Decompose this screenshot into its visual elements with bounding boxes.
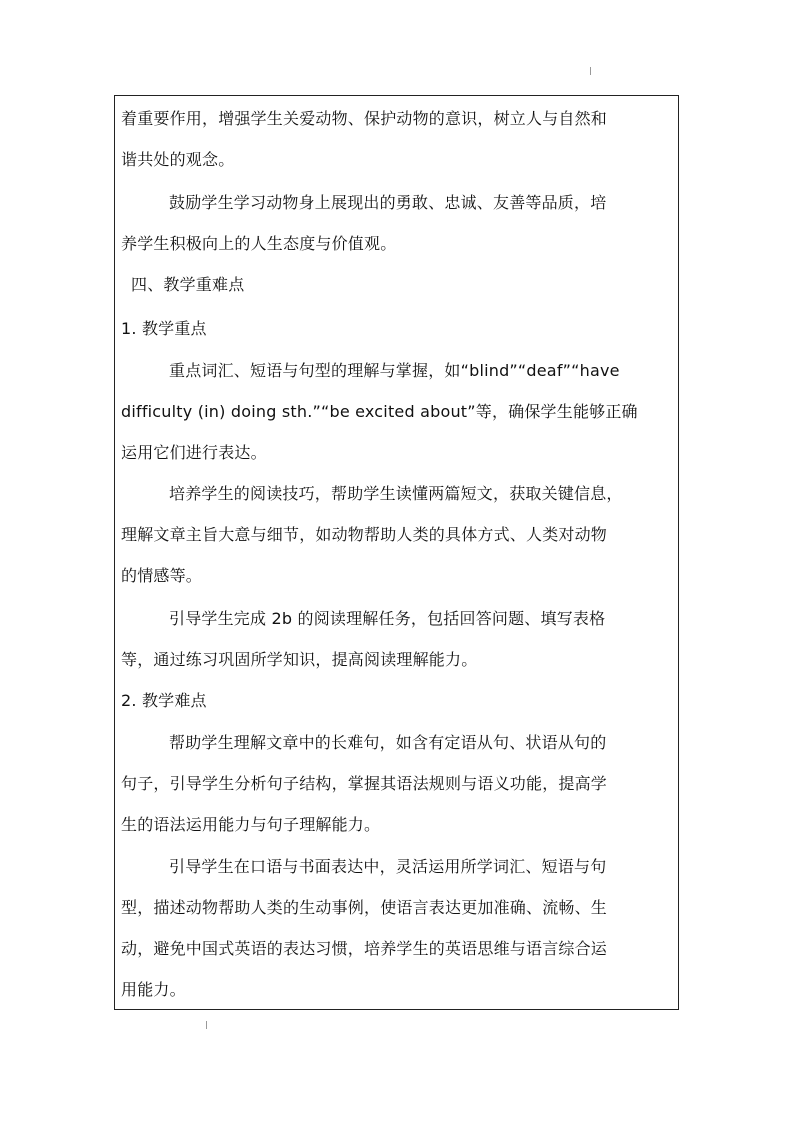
body-paragraph-1 [121, 98, 673, 180]
content-table-cell [114, 95, 679, 1010]
text-line: 的情感等。 [121, 566, 203, 585]
body-paragraph-6 [121, 722, 673, 845]
text-line: 句子，引导学生分析句子结构，掌握其语法规则与语义功能，提高学 [121, 774, 608, 793]
text-line: 生的语法运用能力与句子理解能力。 [121, 815, 381, 834]
subheading-teaching-focus [121, 308, 673, 349]
text-line: 鼓励学生学习动物身上展现出的勇敢、忠诚、友善等品质，培 [169, 193, 607, 212]
text-line: 型，描述动物帮助人类的生动事例，使语言表达更加准确、流畅、生 [121, 898, 608, 917]
text-line: 引导学生在口语与书面表达中，灵活运用所学词汇、短语与句 [169, 857, 607, 876]
text-line: difficulty (in) doing sth.”“be excited about”等，确保学生能够正确 [121, 402, 638, 421]
heading-text: 1. 教学重点 [121, 319, 207, 338]
text-line: 等，通过练习巩固所学知识，提高阅读理解能力。 [121, 650, 478, 669]
page-edge-mark-top [590, 67, 591, 75]
section-heading-4 [131, 264, 683, 305]
heading-text: 四、教学重难点 [131, 275, 245, 294]
heading-text: 2. 教学难点 [121, 691, 207, 710]
body-paragraph-7 [121, 846, 673, 1010]
text-line: 运用它们进行表达。 [121, 443, 267, 462]
page-edge-mark-bottom [206, 1021, 207, 1029]
text-line: 用能力。 [121, 980, 186, 999]
body-paragraph-2 [121, 182, 673, 264]
text-line: 理解文章主旨大意与细节，如动物帮助人类的具体方式、人类对动物 [121, 525, 608, 544]
text-line: 谐共处的观念。 [121, 150, 235, 169]
text-line: 动，避免中国式英语的表达习惯，培养学生的英语思维与语言综合运 [121, 939, 608, 958]
subheading-teaching-difficulty [121, 680, 673, 721]
text-line: 养学生积极向上的人生态度与价值观。 [121, 234, 397, 253]
text-line: 培养学生的阅读技巧，帮助学生读懂两篇短文，获取关键信息， [169, 484, 623, 503]
text-line: 帮助学生理解文章中的长难句，如含有定语从句、状语从句的 [169, 733, 607, 752]
text-line: 着重要作用，增强学生关爱动物、保护动物的意识，树立人与自然和 [121, 109, 608, 128]
text-line: 重点词汇、短语与句型的理解与掌握，如“blind”“deaf”“have [169, 361, 620, 380]
text-line: 引导学生完成 2b 的阅读理解任务，包括回答问题、填写表格 [169, 609, 606, 628]
body-paragraph-5 [121, 598, 673, 680]
body-paragraph-4 [121, 473, 673, 596]
body-paragraph-3 [121, 350, 673, 473]
